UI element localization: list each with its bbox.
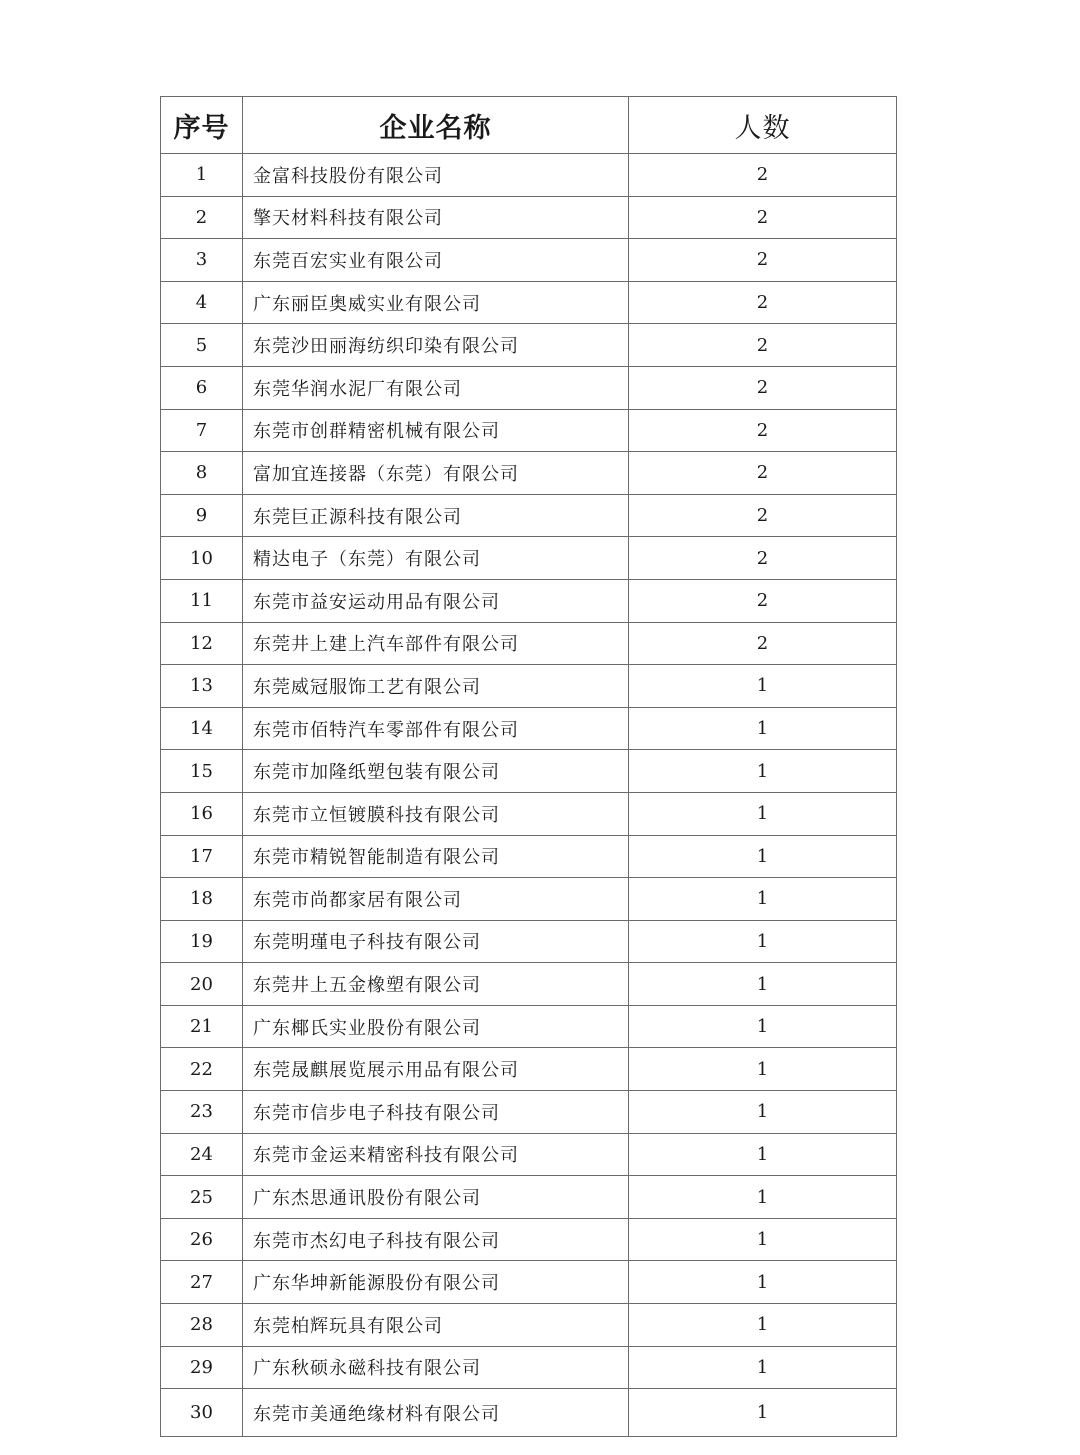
table-row [161, 409, 897, 452]
table-row [161, 792, 897, 835]
row-index: 20 [161, 963, 243, 1006]
table-row [161, 324, 897, 367]
row-index: 3 [161, 239, 243, 282]
table-row [161, 366, 897, 409]
row-index: 28 [161, 1304, 243, 1347]
row-index: 23 [161, 1091, 243, 1134]
row-count: 1 [629, 1048, 897, 1091]
table-row [161, 1389, 897, 1437]
row-enterprise-name: 精达电子（东莞）有限公司 [243, 537, 629, 580]
table-row [161, 494, 897, 537]
row-index: 27 [161, 1261, 243, 1304]
row-enterprise-name: 东莞百宏实业有限公司 [243, 239, 629, 282]
header-index: 序号 [161, 97, 243, 154]
table-row [161, 1176, 897, 1219]
row-enterprise-name: 东莞市加隆纸塑包装有限公司 [243, 750, 629, 793]
row-index: 17 [161, 835, 243, 878]
row-index: 11 [161, 579, 243, 622]
row-index: 22 [161, 1048, 243, 1091]
row-enterprise-name: 广东椰氏实业股份有限公司 [243, 1005, 629, 1048]
table-row [161, 239, 897, 282]
row-enterprise-name: 东莞巨正源科技有限公司 [243, 494, 629, 537]
row-enterprise-name: 广东丽臣奥威实业有限公司 [243, 281, 629, 324]
row-count: 1 [629, 1304, 897, 1347]
row-count: 1 [629, 1176, 897, 1219]
row-count: 1 [629, 835, 897, 878]
table-row [161, 963, 897, 1006]
row-count: 2 [629, 239, 897, 282]
row-enterprise-name: 东莞晟麒展览展示用品有限公司 [243, 1048, 629, 1091]
table-row [161, 1218, 897, 1261]
row-enterprise-name: 东莞柏辉玩具有限公司 [243, 1304, 629, 1347]
table-row [161, 1304, 897, 1347]
header-row [161, 97, 897, 154]
row-index: 25 [161, 1176, 243, 1219]
row-count: 2 [629, 324, 897, 367]
row-index: 14 [161, 707, 243, 750]
row-count: 2 [629, 281, 897, 324]
table-body [161, 154, 897, 1437]
row-index: 7 [161, 409, 243, 452]
table-row [161, 835, 897, 878]
row-count: 1 [629, 1091, 897, 1134]
table-row [161, 154, 897, 197]
row-enterprise-name: 广东杰思通讯股份有限公司 [243, 1176, 629, 1219]
row-count: 1 [629, 1389, 897, 1437]
row-index: 4 [161, 281, 243, 324]
table-row [161, 1091, 897, 1134]
row-count: 2 [629, 494, 897, 537]
row-count: 2 [629, 196, 897, 239]
row-enterprise-name: 金富科技股份有限公司 [243, 154, 629, 197]
row-index: 1 [161, 154, 243, 197]
row-enterprise-name: 东莞市信步电子科技有限公司 [243, 1091, 629, 1134]
row-index: 15 [161, 750, 243, 793]
row-count: 2 [629, 452, 897, 495]
row-enterprise-name: 广东华坤新能源股份有限公司 [243, 1261, 629, 1304]
header-count: 人数 [629, 97, 897, 154]
row-enterprise-name: 东莞沙田丽海纺织印染有限公司 [243, 324, 629, 367]
row-count: 1 [629, 1261, 897, 1304]
row-count: 1 [629, 1346, 897, 1389]
row-index: 29 [161, 1346, 243, 1389]
row-count: 2 [629, 622, 897, 665]
row-index: 19 [161, 920, 243, 963]
table-row [161, 281, 897, 324]
enterprise-table [160, 96, 897, 1437]
row-index: 30 [161, 1389, 243, 1437]
row-enterprise-name: 东莞井上五金橡塑有限公司 [243, 963, 629, 1006]
table-row [161, 1005, 897, 1048]
table-row [161, 452, 897, 495]
row-enterprise-name: 东莞威冠服饰工艺有限公司 [243, 665, 629, 708]
row-count: 1 [629, 920, 897, 963]
row-count: 2 [629, 154, 897, 197]
table-row [161, 878, 897, 921]
row-enterprise-name: 东莞华润水泥厂有限公司 [243, 366, 629, 409]
row-count: 1 [629, 792, 897, 835]
table-row [161, 196, 897, 239]
row-enterprise-name: 东莞市创群精密机械有限公司 [243, 409, 629, 452]
row-index: 6 [161, 366, 243, 409]
row-index: 10 [161, 537, 243, 580]
row-count: 1 [629, 665, 897, 708]
table-row [161, 1261, 897, 1304]
header-name: 企业名称 [243, 97, 629, 154]
row-enterprise-name: 东莞市杰幻电子科技有限公司 [243, 1218, 629, 1261]
table-row [161, 1133, 897, 1176]
row-index: 8 [161, 452, 243, 495]
table-row [161, 707, 897, 750]
table-header [161, 97, 897, 154]
row-index: 5 [161, 324, 243, 367]
table-row [161, 920, 897, 963]
row-enterprise-name: 东莞市佰特汽车零部件有限公司 [243, 707, 629, 750]
table-row [161, 1346, 897, 1389]
row-enterprise-name: 东莞市立恒镀膜科技有限公司 [243, 792, 629, 835]
row-count: 2 [629, 366, 897, 409]
row-index: 24 [161, 1133, 243, 1176]
row-count: 1 [629, 963, 897, 1006]
row-index: 2 [161, 196, 243, 239]
row-index: 18 [161, 878, 243, 921]
row-index: 9 [161, 494, 243, 537]
row-count: 1 [629, 1218, 897, 1261]
row-count: 1 [629, 1133, 897, 1176]
row-index: 12 [161, 622, 243, 665]
row-enterprise-name: 东莞井上建上汽车部件有限公司 [243, 622, 629, 665]
row-enterprise-name: 广东秋硕永磁科技有限公司 [243, 1346, 629, 1389]
row-count: 1 [629, 707, 897, 750]
table-row [161, 579, 897, 622]
row-enterprise-name: 东莞市精锐智能制造有限公司 [243, 835, 629, 878]
row-enterprise-name: 东莞市益安运动用品有限公司 [243, 579, 629, 622]
row-count: 2 [629, 537, 897, 580]
row-enterprise-name: 富加宜连接器（东莞）有限公司 [243, 452, 629, 495]
row-count: 1 [629, 1005, 897, 1048]
row-count: 2 [629, 579, 897, 622]
row-enterprise-name: 东莞市美通绝缘材料有限公司 [243, 1389, 629, 1437]
row-count: 1 [629, 878, 897, 921]
row-count: 1 [629, 750, 897, 793]
row-enterprise-name: 东莞市尚都家居有限公司 [243, 878, 629, 921]
row-enterprise-name: 东莞市金运来精密科技有限公司 [243, 1133, 629, 1176]
row-count: 2 [629, 409, 897, 452]
row-index: 13 [161, 665, 243, 708]
table-row [161, 750, 897, 793]
row-index: 16 [161, 792, 243, 835]
table-row [161, 1048, 897, 1091]
row-enterprise-name: 东莞明瑾电子科技有限公司 [243, 920, 629, 963]
table-row [161, 665, 897, 708]
table-row [161, 622, 897, 665]
row-index: 26 [161, 1218, 243, 1261]
row-enterprise-name: 擎天材料科技有限公司 [243, 196, 629, 239]
table-row [161, 537, 897, 580]
row-index: 21 [161, 1005, 243, 1048]
